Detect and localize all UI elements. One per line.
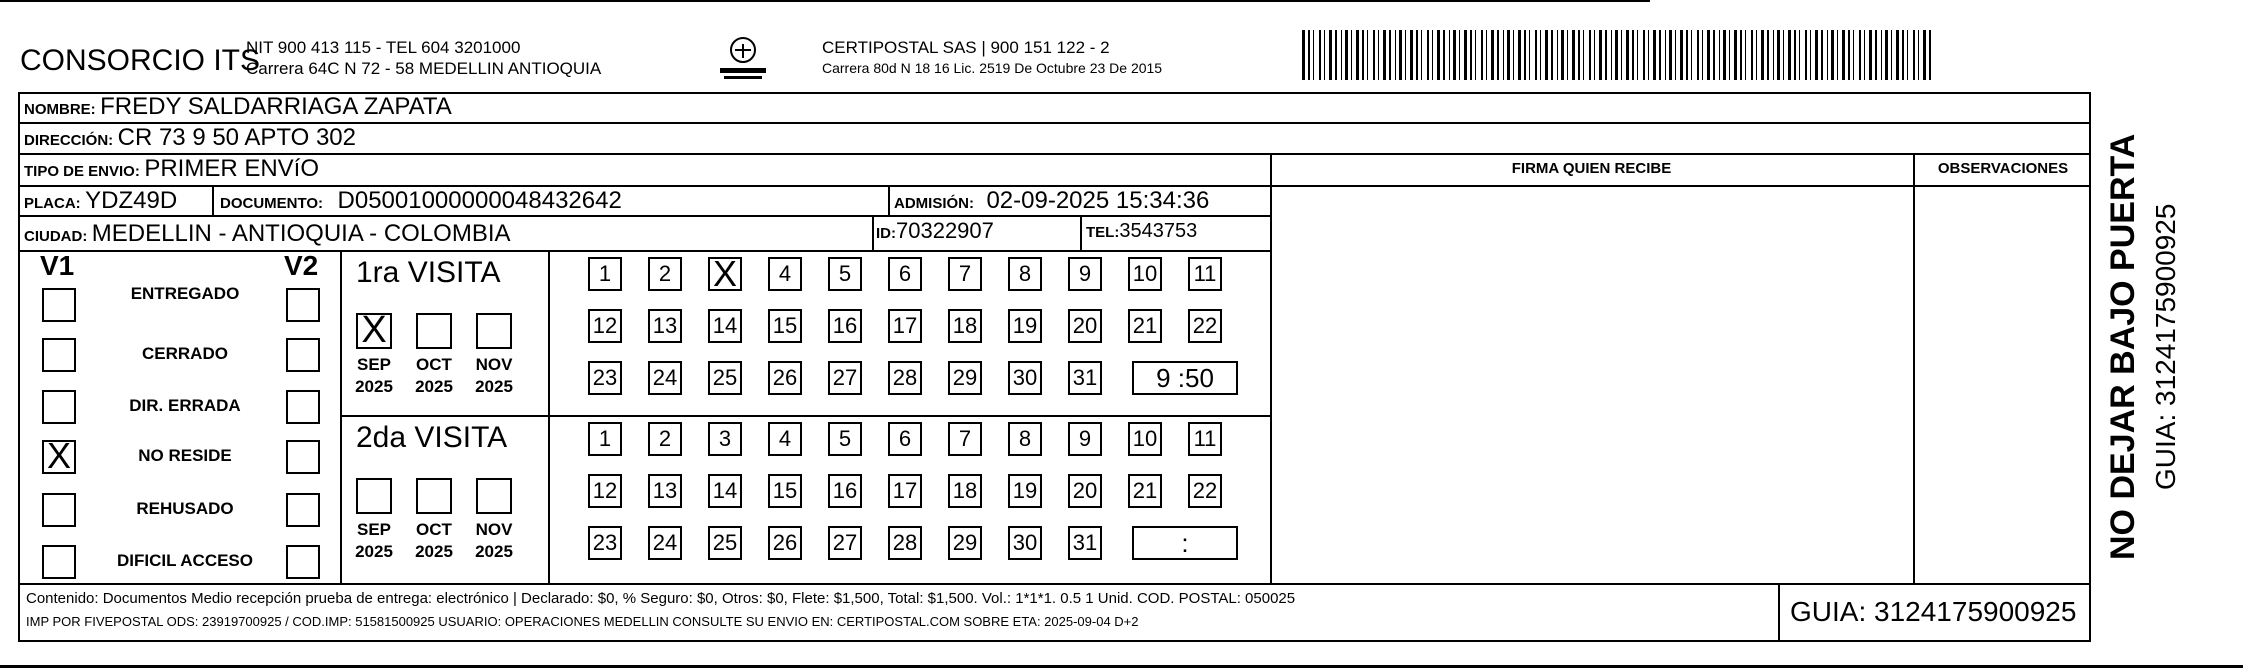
day-box[interactable]: 11 (1188, 422, 1222, 456)
v2-checkbox[interactable] (286, 545, 320, 579)
admision-value: 02-09-2025 15:34:36 (986, 187, 1210, 214)
direccion-field (24, 124, 356, 152)
v1-checkbox[interactable] (42, 338, 76, 372)
day-box[interactable]: 29 (948, 361, 982, 395)
day-box[interactable]: 17 (888, 309, 922, 343)
nombre-field (24, 93, 452, 121)
reason-label: DIFICIL ACCESO (116, 551, 253, 570)
day-box[interactable]: 25 (708, 361, 742, 395)
month-label (469, 519, 519, 563)
side-guia: GUIA: 3124175900925 (2150, 203, 2181, 490)
day-box[interactable]: 14 (708, 309, 742, 343)
col-divider (1080, 215, 1082, 250)
month-year: 2025 (355, 542, 393, 561)
day-box[interactable]: 12 (588, 474, 622, 508)
top-rule (0, 0, 1650, 2)
month-checkbox[interactable] (416, 313, 452, 349)
tel-field (1086, 220, 1197, 243)
v1-checkbox[interactable] (42, 390, 76, 424)
month-label (409, 519, 459, 563)
month-name: SEP (356, 355, 392, 374)
day-box[interactable]: 28 (888, 361, 922, 395)
day-box[interactable]: 30 (1008, 526, 1042, 560)
day-box[interactable]: 19 (1008, 309, 1042, 343)
row-divider (18, 583, 2091, 585)
placa-field (24, 187, 177, 215)
company-name: CONSORCIO ITS (20, 44, 261, 77)
v2-checkbox[interactable] (286, 493, 320, 527)
tipo-value: PRIMER ENVíO (144, 155, 320, 182)
v2-checkbox[interactable] (286, 390, 320, 424)
company-line2: Carrera 64C N 72 - 58 MEDELLIN ANTIOQUIA (246, 59, 602, 78)
day-box[interactable]: 19 (1008, 474, 1042, 508)
reason-label: DIR. ERRADA (129, 396, 241, 415)
day-box[interactable]: 4 (768, 257, 802, 291)
day-box[interactable]: X (708, 257, 742, 291)
month-name: OCT (416, 520, 452, 539)
month-year: 2025 (475, 542, 513, 561)
day-box[interactable]: 31 (1068, 361, 1102, 395)
day-box[interactable]: 27 (828, 361, 862, 395)
courier-line2: Carrera 80d N 18 16 Lic. 2519 De Octubre 23 De 2015 (822, 60, 1163, 76)
day-box[interactable]: 24 (648, 526, 682, 560)
col-divider (212, 185, 214, 215)
day-box[interactable]: 3 (708, 422, 742, 456)
day-box[interactable]: 9 (1068, 422, 1102, 456)
v2-header: V2 (284, 250, 319, 281)
day-box[interactable]: 23 (588, 526, 622, 560)
observaciones-header: OBSERVACIONES (1937, 160, 2069, 177)
month-year: 2025 (415, 542, 453, 561)
day-box[interactable]: 16 (828, 474, 862, 508)
placa-value: YDZ49D (85, 187, 178, 214)
month-checkbox[interactable] (416, 478, 452, 514)
day-box[interactable]: 15 (768, 474, 802, 508)
day-box[interactable]: 6 (888, 422, 922, 456)
v2-checkbox[interactable] (286, 440, 320, 474)
month-checkbox[interactable] (476, 313, 512, 349)
admision-label: ADMISIÓN: (894, 195, 974, 212)
reason-label: CERRADO (142, 344, 228, 363)
footer-print-info: IMP POR FIVEPOSTAL ODS: 23919700925 / COD.IMP: 51581500925 USUARIO: OPERACIONES MEDELLIN CONSULTE SU ENVIO EN: CERTIPOSTAL.COM SOBRE ETA: 2025-09-04 D+2 (26, 614, 1139, 629)
day-box[interactable]: 21 (1128, 309, 1162, 343)
month-checkbox[interactable]: X (356, 313, 392, 349)
day-box[interactable]: 18 (948, 309, 982, 343)
day-box[interactable]: 11 (1188, 257, 1222, 291)
day-box[interactable]: 2 (648, 257, 682, 291)
day-box[interactable]: 12 (588, 309, 622, 343)
month-year: 2025 (415, 377, 453, 396)
nombre-value: FREDY SALDARRIAGA ZAPATA (100, 93, 452, 120)
day-box[interactable]: 13 (648, 474, 682, 508)
day-box[interactable]: 25 (708, 526, 742, 560)
placa-label: PLACA: (24, 195, 81, 212)
day-box[interactable]: 23 (588, 361, 622, 395)
row-divider (18, 250, 1270, 252)
month-checkbox[interactable] (356, 478, 392, 514)
day-box[interactable]: 31 (1068, 526, 1102, 560)
reason-label: ENTREGADO (130, 284, 240, 303)
day-box[interactable]: 26 (768, 526, 802, 560)
nombre-label: NOMBRE: (24, 101, 96, 118)
row-divider (18, 153, 2091, 155)
day-box[interactable]: 14 (708, 474, 742, 508)
day-box[interactable]: 9 (1068, 257, 1102, 291)
day-box[interactable]: 22 (1188, 309, 1222, 343)
documento-label: DOCUMENTO: (220, 195, 324, 212)
admision-field (894, 187, 1209, 215)
v1-checkbox[interactable] (42, 545, 76, 579)
id-field (876, 218, 994, 244)
month-year: 2025 (355, 377, 393, 396)
courier-line1: CERTIPOSTAL SAS | 900 151 122 - 2 (822, 38, 1110, 57)
v2-checkbox[interactable] (286, 338, 320, 372)
footer-guia: GUIA: 3124175900925 (1790, 596, 2077, 627)
visit-divider (340, 415, 1270, 417)
month-label (409, 354, 459, 398)
documento-field (220, 187, 622, 215)
month-name: NOV (475, 520, 513, 539)
direccion-value: CR 73 9 50 APTO 302 (117, 124, 356, 151)
company-line1: NIT 900 413 115 - TEL 604 3201000 (246, 38, 521, 57)
day-box[interactable]: 6 (888, 257, 922, 291)
day-box[interactable]: 5 (828, 422, 862, 456)
documento-value: D05001000000048432642 (337, 187, 622, 214)
col-divider (1913, 153, 1915, 583)
day-box[interactable]: 16 (828, 309, 862, 343)
day-box[interactable]: 13 (648, 309, 682, 343)
visit-title: 1ra VISITA (356, 256, 501, 289)
visit-title: 2da VISITA (356, 421, 508, 454)
day-box[interactable]: 30 (1008, 361, 1042, 395)
v1-header: V1 (40, 250, 75, 281)
day-box[interactable]: 4 (768, 422, 802, 456)
day-box[interactable]: 26 (768, 361, 802, 395)
ciudad-value: MEDELLIN - ANTIOQUIA - COLOMBIA (91, 220, 511, 247)
day-box[interactable]: 17 (888, 474, 922, 508)
time-box[interactable]: : (1132, 526, 1238, 560)
month-label (469, 354, 519, 398)
month-name: OCT (416, 355, 452, 374)
day-box[interactable]: 5 (828, 257, 862, 291)
day-box[interactable]: 7 (948, 422, 982, 456)
courier-logo (716, 34, 770, 84)
day-box[interactable]: 10 (1128, 257, 1162, 291)
day-box[interactable]: 1 (588, 422, 622, 456)
month-label (349, 354, 399, 398)
month-label (349, 519, 399, 563)
bottom-rule (0, 665, 2243, 668)
time-box[interactable]: 9 :50 (1132, 361, 1238, 395)
side-notice: NO DEJAR BAJO PUERTA (2104, 133, 2142, 560)
day-box[interactable]: 22 (1188, 474, 1222, 508)
id-label: ID: (876, 225, 896, 242)
day-box[interactable]: 2 (648, 422, 682, 456)
v2-checkbox[interactable] (286, 288, 320, 322)
tel-label: TEL: (1086, 224, 1120, 241)
col-divider (1270, 153, 1272, 583)
ciudad-label: CIUDAD: (24, 228, 88, 245)
col-divider (872, 215, 874, 250)
footer-contents: Contenido: Documentos Medio recepción prueba de entrega: electrónico | Declarado: $0, % Seguro: $0, Otros: $0, Flete: $1,500, Total: $1,500. Vol.: 1*1*1. 0.5 1 Unid. COD. POSTAL: 050025 (26, 590, 1296, 607)
month-name: SEP (356, 520, 392, 539)
day-box[interactable]: 10 (1128, 422, 1162, 456)
firma-header: FIRMA QUIEN RECIBE (1511, 160, 1672, 177)
day-box[interactable]: 20 (1068, 309, 1102, 343)
day-box[interactable]: 15 (768, 309, 802, 343)
col-divider (888, 185, 890, 215)
day-box[interactable]: 29 (948, 526, 982, 560)
month-checkbox[interactable] (476, 478, 512, 514)
month-year: 2025 (475, 377, 513, 396)
day-box[interactable]: 8 (1008, 257, 1042, 291)
day-box[interactable]: 21 (1128, 474, 1162, 508)
direccion-label: DIRECCIÓN: (24, 132, 114, 149)
day-box[interactable]: 1 (588, 257, 622, 291)
month-name: NOV (475, 355, 513, 374)
barcode-icon (1302, 30, 1938, 80)
day-box[interactable]: 27 (828, 526, 862, 560)
ciudad-field (24, 220, 511, 248)
day-box[interactable]: 24 (648, 361, 682, 395)
reason-label: REHUSADO (136, 499, 234, 518)
tipo-label: TIPO DE ENVIO: (24, 163, 140, 180)
day-box[interactable]: 20 (1068, 474, 1102, 508)
id-value: 70322907 (896, 218, 994, 243)
v1-checkbox[interactable] (42, 288, 76, 322)
day-box[interactable]: 28 (888, 526, 922, 560)
tipo-field (24, 155, 319, 183)
day-box[interactable]: 18 (948, 474, 982, 508)
col-divider (1778, 583, 1780, 642)
header-underline (1270, 185, 2091, 187)
v1-checkbox[interactable] (42, 493, 76, 527)
v1-checkbox[interactable]: X (42, 440, 76, 474)
reason-label: NO RESIDE (138, 446, 232, 465)
day-box[interactable]: 8 (1008, 422, 1042, 456)
row-divider (18, 215, 1270, 217)
day-box[interactable]: 7 (948, 257, 982, 291)
tel-value: 3543753 (1119, 220, 1198, 242)
